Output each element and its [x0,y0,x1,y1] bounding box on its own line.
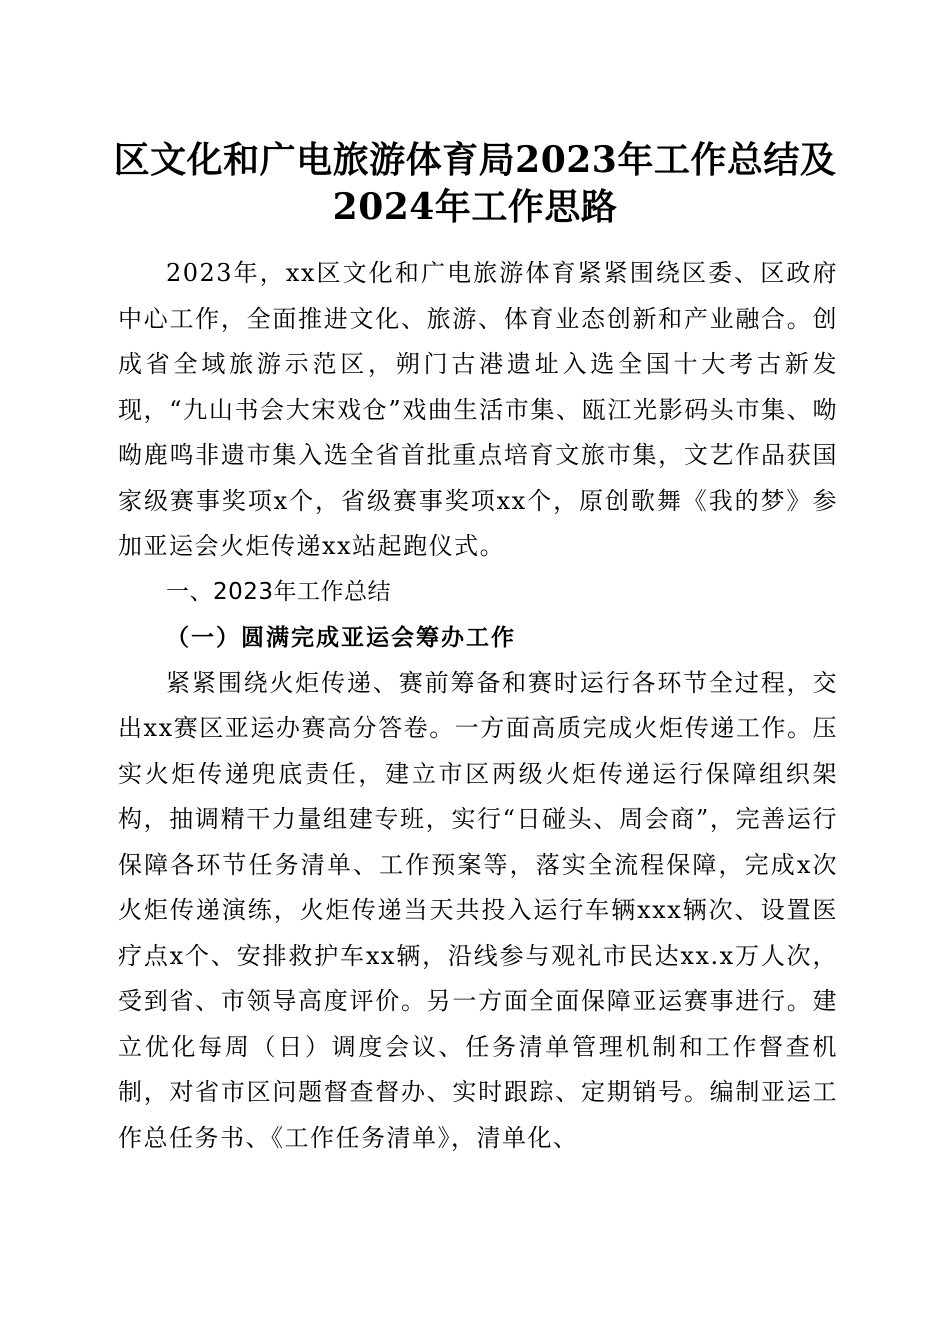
document-body [118,251,838,1161]
subsection-heading-asian-games: （一）圆满完成亚运会筹办工作 [166,624,516,651]
document-title-line-2: 2024年工作思路 [332,186,618,228]
document-title-line-1: 区文化和广电旅游体育局2023年工作总结及 [113,139,837,181]
subsection-paragraph-asian-games: 紧紧围绕火炬传递、赛前筹备和赛时运行各环节全过程，交出xx赛区亚运办赛高分答卷。一方面高质完成火炬传递工作。压实火炬传递兜底责任，建立市区两级火炬传递运行保障组织架构，抽调精干力量组建专班，实行“日碰头、周会商”，完善运行保障各环节任务清单、工作预案等，落实全流程保障，完成x次火炬传递演练，火炬传递当天共投入运行车辆xxx辆次、设置医疗点x个、安排救护车xx辆，沿线参与观礼市民达xx.x万人次，受到省、市领导高度评价。另一方面全面保障亚运赛事进行。建立优化每周（日）调度会议、任务清单管理机制和工作督查机制，对省市区问题督查督办、实时跟踪、定期销号。编制亚运工作总任务书、《工作任务清单》，清单化、 [118,668,838,1152]
intro-paragraph: 2023年，xx区文化和广电旅游体育紧紧围绕区委、区政府中心工作，全面推进文化、旅游、体育业态创新和产业融合。创成省全域旅游示范区，朔门古港遗址入选全国十大考古新发现，“九山书会大宋戏仓”戏曲生活市集、瓯江光影码头市集、呦呦鹿鸣非遗市集入选全省首批重点培育文旅市集，文艺作品获国家级赛事奖项x个，省级赛事奖项xx个，原创歌舞《我的梦》参加亚运会火炬传递xx站起跑仪式。 [118,259,838,560]
section-heading-work-summary: 一、2023年工作总结 [166,578,392,605]
